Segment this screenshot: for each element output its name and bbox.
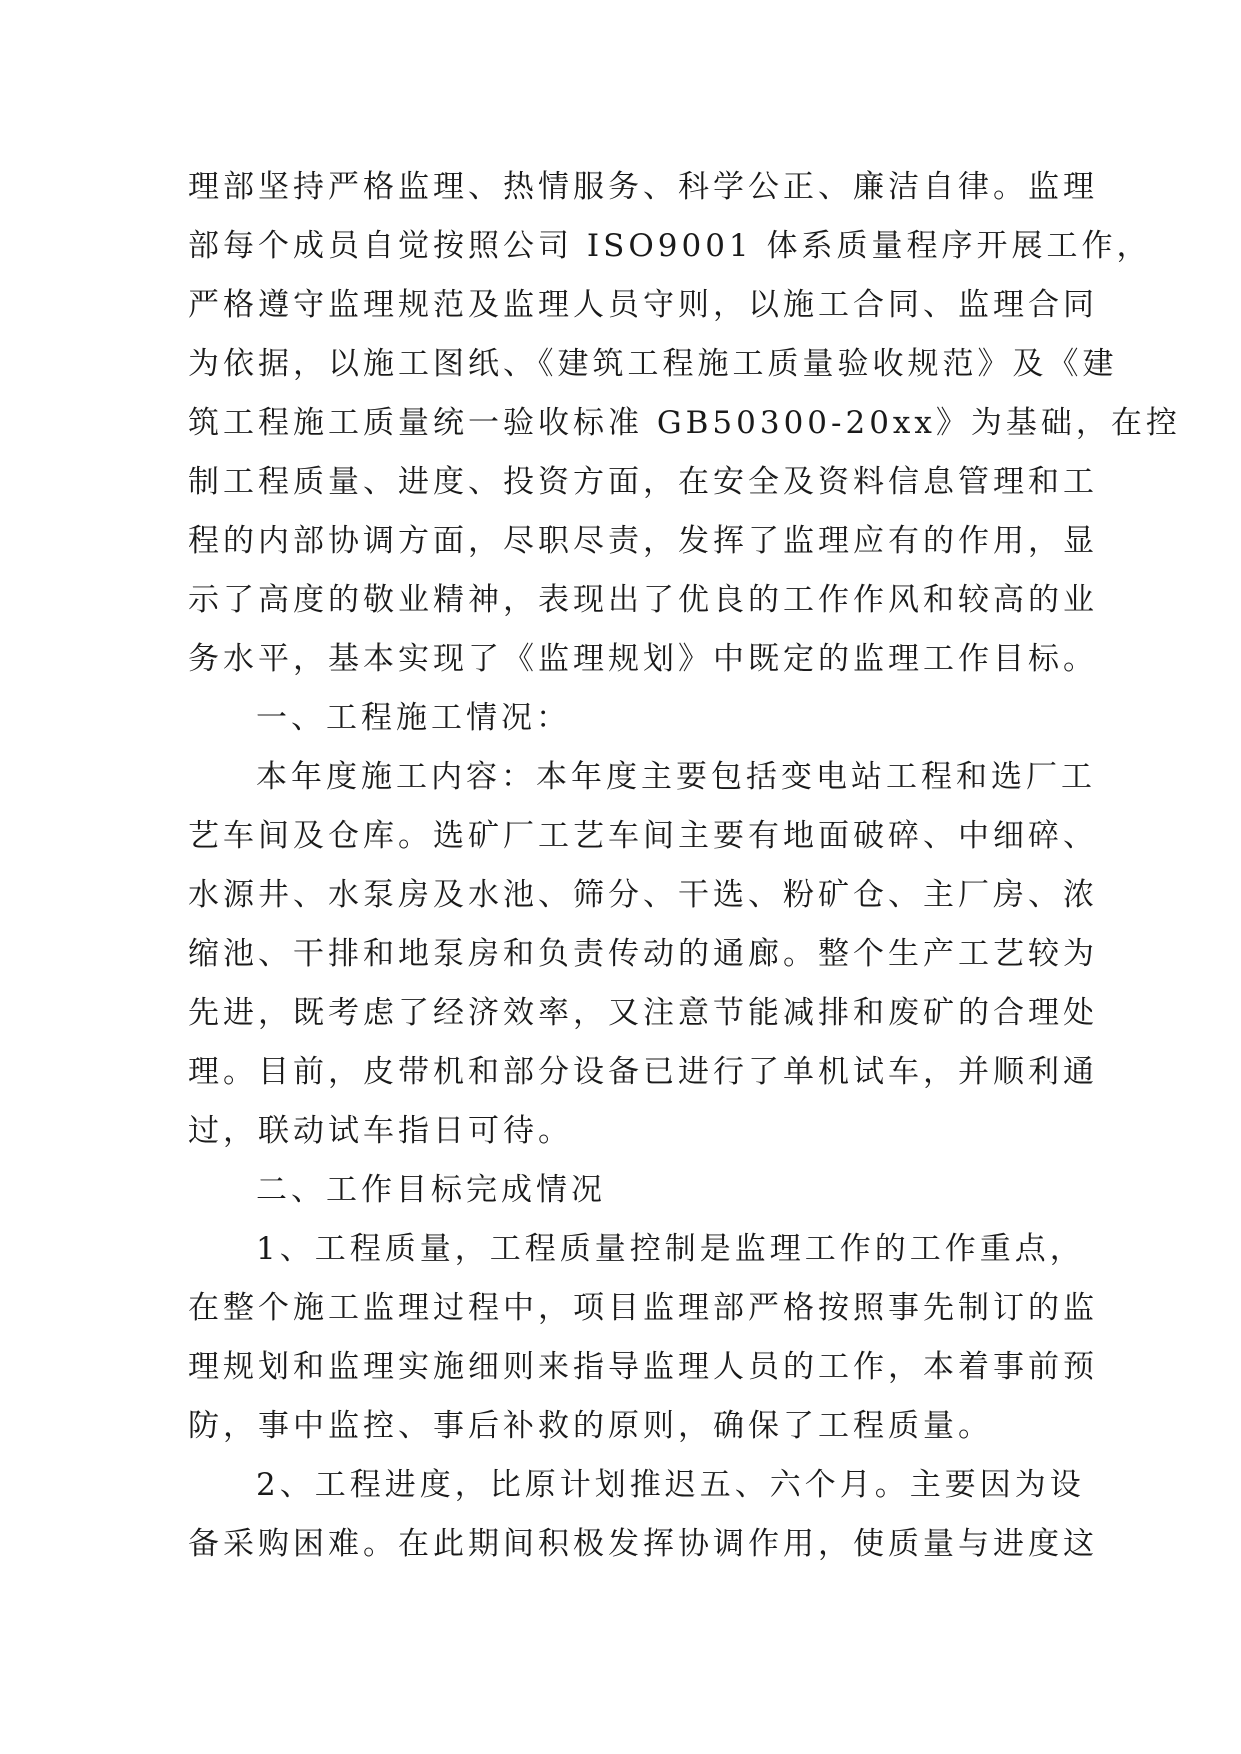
text-line: 理。目前，皮带机和部分设备已进行了单机试车，并顺利通	[188, 1054, 1098, 1090]
text-line: 理规划和监理实施细则来指导监理人员的工作，本着事前预	[188, 1349, 1098, 1385]
section-heading: 一、工程施工情况：	[256, 700, 571, 736]
text-line: 2、工程进度，比原计划推迟五、六个月。主要因为设	[256, 1467, 1085, 1503]
text-line: 筑工程施工质量统一验收标准 GB50300-20xx》为基础，在控	[188, 405, 1181, 441]
text-line: 缩池、干排和地泵房和负责传动的通廊。整个生产工艺较为	[188, 936, 1098, 972]
text-line: 防，事中监控、事后补救的原则，确保了工程质量。	[188, 1408, 993, 1444]
text-line: 备采购困难。在此期间积极发挥协调作用，使质量与进度这	[188, 1526, 1098, 1562]
text-line: 务水平，基本实现了《监理规划》中既定的监理工作目标。	[188, 641, 1098, 677]
text-line: 在整个施工监理过程中，项目监理部严格按照事先制订的监	[188, 1290, 1098, 1326]
text-line: 水源井、水泵房及水池、筛分、干选、粉矿仓、主厂房、浓	[188, 877, 1098, 913]
text-line: 严格遵守监理规范及监理人员守则，以施工合同、监理合同	[188, 287, 1098, 323]
text-line: 示了高度的敬业精神，表现出了优良的工作作风和较高的业	[188, 582, 1098, 618]
text-line: 先进，既考虑了经济效率，又注意节能减排和废矿的合理处	[188, 995, 1098, 1031]
text-line: 制工程质量、进度、投资方面，在安全及资料信息管理和工	[188, 464, 1098, 500]
text-line: 艺车间及仓库。选矿厂工艺车间主要有地面破碎、中细碎、	[188, 818, 1098, 854]
text-line: 1、工程质量，工程质量控制是监理工作的工作重点，	[256, 1231, 1085, 1267]
text-line: 程的内部协调方面，尽职尽责，发挥了监理应有的作用，显	[188, 523, 1098, 559]
text-line: 过，联动试车指日可待。	[188, 1113, 573, 1149]
text-line: 部每个成员自觉按照公司 ISO9001 体系质量程序开展工作，	[188, 228, 1152, 264]
text-line: 本年度施工内容：本年度主要包括变电站工程和选厂工	[256, 759, 1096, 795]
text-line: 为依据，以施工图纸、《建筑工程施工质量验收规范》及《建	[188, 346, 1118, 382]
text-line: 理部坚持严格监理、热情服务、科学公正、廉洁自律。监理	[188, 169, 1098, 205]
document-body	[188, 158, 1181, 1574]
section-heading: 二、工作目标完成情况	[256, 1172, 606, 1208]
